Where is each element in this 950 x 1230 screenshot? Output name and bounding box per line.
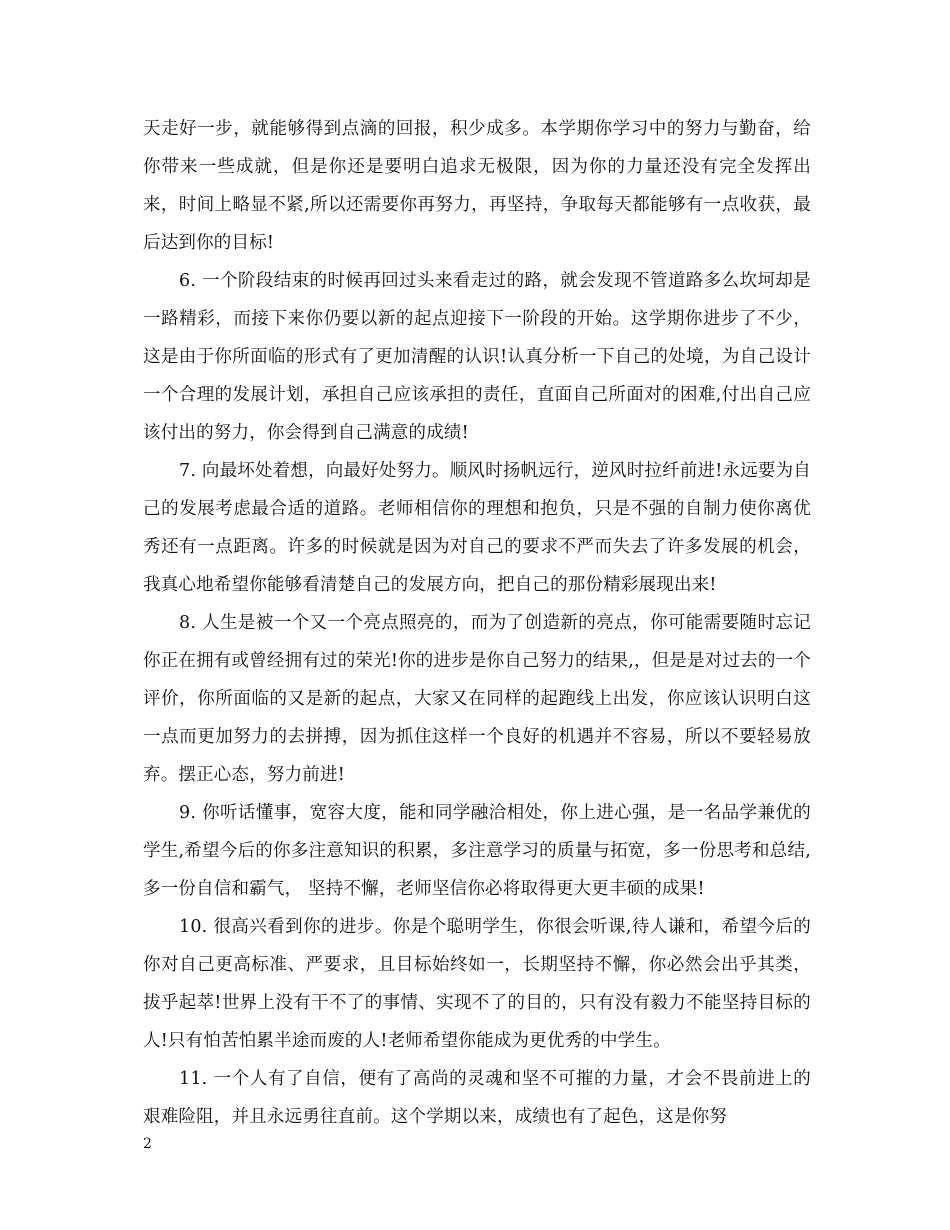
page-number: 2: [143, 1136, 152, 1152]
paragraph-continuation: 天走好一步，就能够得到点滴的回报，积少成多。本学期你学习中的努力与勤奋，给你带来一些成就，但是你还是要明白追求无极限，因为你的力量还没有完全发挥出来，时间上略显不紧,所以还需要你再努力，再坚持，争取每天都能够有一点收获，最后达到你的目标!: [143, 119, 811, 253]
paragraph-8: 8. 人生是被一个又一个亮点照亮的，而为了创造新的亮点，你可能需要随时忘记你正在拥有或曾经拥有过的荣光!你的进步是你自己努力的结果,，但是是对过去的一个评价，你所面临的又是新的起点，大家又在同样的起跑线上出发，你应该认识明白这一点而更加努力的去拼搏，因为抓住这样一个良好的机遇并不容易，所以不要轻易放弃。摆正心态，努力前进!: [143, 613, 811, 785]
paragraph-9: 9. 你听话懂事，宽容大度，能和同学融洽相处，你上进心强，是一名品学兼优的学生,希望今后的你多注意知识的积累，多注意学习的质量与拓宽，多一份思考和总结,多一份自信和霸气， 坚持不懈，老师坚信你必将取得更大更丰硕的成果!: [143, 803, 811, 899]
paragraph-10: 10. 很高兴看到你的进步。你是个聪明学生，你很会听课,待人谦和，希望今后的你对自己更高标准、严要求，且目标始终如一，长期坚持不懈，你必然会出乎其类，拔乎起萃!世界上没有干不了的事情、实现不了的目的，只有没有毅力不能坚持目标的人!只有怕苦怕累半途而废的人!老师希望你能成为更优秀的中学生。: [143, 917, 811, 1051]
paragraph-7: 7. 向最坏处着想，向最好处努力。顺风时扬帆远行，逆风时拉纤前进!永远要为自己的发展考虑最合适的道路。老师相信你的理想和抱负，只是不强的自制力使你离优秀还有一点距离。许多的时候就是因为对自己的要求不严而失去了许多发展的机会，我真心地希望你能够看清楚自己的发展方向，把自己的那份精彩展现出来!: [143, 461, 811, 595]
paragraph-6: 6. 一个阶段结束的时候再回过头来看走过的路，就会发现不管道路多么坎坷却是一路精彩，而接下来你仍要以新的起点迎接下一阶段的开始。这学期你进步了不少，这是由于你所面临的形式有了更加清醒的认识!认真分析一下自己的处境，为自己设计一个合理的发展计划，承担自己应该承担的责任，直面自己所面对的困难,付出自己应该付出的努力，你会得到自己满意的成绩!: [143, 271, 811, 443]
document-body: [143, 110, 811, 1136]
paragraph-11: 11. 一个人有了自信，便有了高尚的灵魂和坚不可摧的力量，才会不畏前进上的艰难险阻，并且永远勇往直前。这个学期以来，成绩也有了起色，这是你努: [143, 1069, 811, 1127]
